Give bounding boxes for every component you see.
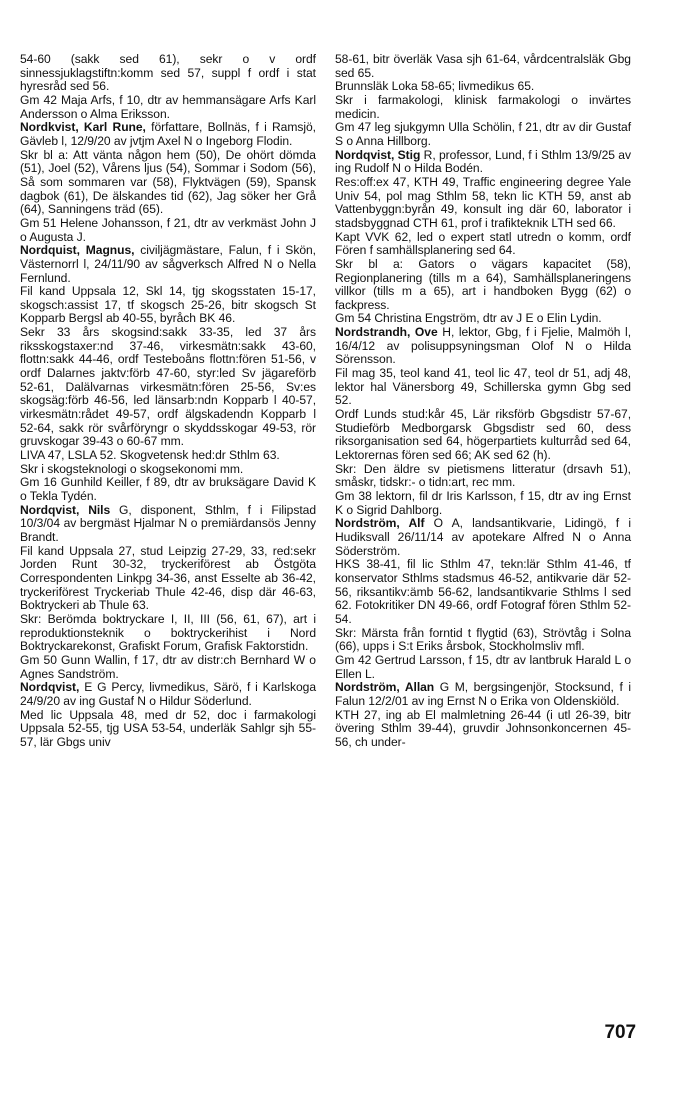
entry-paragraph	[20, 285, 316, 326]
entry-paragraph	[20, 53, 316, 94]
entry-paragraph	[335, 367, 631, 408]
entry-text: Skr: Den äldre sv pietismens litteratur (drsavh 51), småskr, tidskr:- o tidn:art, rec mm.	[335, 461, 631, 490]
entry-paragraph	[20, 326, 316, 449]
biography-entry	[20, 121, 316, 148]
entry-paragraph	[20, 149, 316, 217]
entry-paragraph	[335, 80, 631, 94]
entry-text: Gm 16 Gunhild Keiller, f 89, dtr av bruksägare David K o Tekla Tydén.	[20, 475, 316, 503]
entry-paragraph	[20, 476, 316, 503]
entry-name: Nordqvist, Nils	[20, 502, 111, 517]
entry-name: Nordqvist,	[20, 680, 80, 695]
entry-paragraph	[335, 709, 631, 750]
entry-paragraph	[20, 463, 316, 477]
entry-paragraph	[335, 312, 631, 326]
entry-text: 54-60 (sakk sed 61), sekr o v ordf sinnessjuklagstiftn:komm sed 57, suppl f ordf i stat hyresråd sed 56.	[20, 52, 316, 94]
entry-paragraph	[335, 53, 631, 80]
biography-entry	[335, 326, 631, 367]
page-number: 707	[604, 1022, 636, 1043]
entry-text: LIVA 47, LSLA 52. Skogvetensk hed:dr Sthlm 63.	[20, 448, 280, 463]
biography-entry	[20, 244, 316, 285]
entry-text: Skr i farmakologi, klinisk farmakologi o invärtes medicin.	[335, 92, 631, 121]
entry-paragraph	[20, 709, 316, 750]
entry-text: Res:off:ex 47, KTH 49, Traffic engineering degree Yale Univ 54, pol mag Sthlm 58, tekn lic KTH 59, anst ab Vattenbyggn:byrån 49, konsult ing där 60, laborator i stadsbyggnad CTH 61, prof i trafikteknik LTH sed 66.	[335, 174, 631, 230]
biography-entry	[335, 149, 631, 176]
biography-entry	[335, 681, 631, 708]
entry-text: Gm 50 Gunn Wallin, f 17, dtr av distr:ch Bernhard W o Agnes Sandström.	[20, 652, 316, 681]
entry-paragraph	[335, 627, 631, 654]
entry-text: E G Percy, livmedikus, Särö, f i Karlskoga 24/9/20 av ing Gustaf N o Hildur Söderlund.	[20, 680, 316, 708]
entry-text: Skr: Märsta från forntid t flygtid (63), Strövtåg i Solna (66), upps i S:t Eriks årsbok, Stockholmsliv mfl.	[335, 625, 631, 654]
entry-name: Nordqvist, Stig	[335, 147, 421, 162]
entry-text: Skr: Berömda boktryckare I, II, III (56, 61, 67), art i reproduktionsteknik o boktryckerihist i Nord Boktryckarekonst, Grafiskt Forum, Grafisk Faktorstidn.	[20, 611, 316, 654]
entry-text: Skr i skogsteknologi o skogsekonomi mm.	[20, 461, 244, 476]
entry-text: Ordf Lunds stud:kår 45, Lär riksförb Gbgsdistr 57-67, Studieförb Medborgarsk Gbgsdistr sed 60, dess riksorganisation sed 64, högerpartiets kulturråd sed 64, Lektorernas fören sed 66; AK sed 62 (h).	[335, 407, 631, 463]
entry-text: Kapt VVK 62, led o expert statl utredn o komm, ordf Fören f samhällsplanering sed 64.	[335, 229, 631, 258]
entry-text: 58-61, bitr överläk Vasa sjh 61-64, vårdcentralsläk Gbg sed 65.	[335, 52, 631, 80]
entry-text: Gm 42 Maja Arfs, f 10, dtr av hemmansägare Arfs Karl Andersson o Alma Eriksson.	[20, 92, 316, 121]
entry-text: Gm 38 lektorn, fil dr Iris Karlsson, f 15, dtr av ing Ernst K o Sigrid Dahlborg.	[335, 489, 631, 517]
entry-text: O A, landsantikvarie, Lidingö, f i Hudiksvall 26/11/14 av apotekare Alfred N o Anna Söderström.	[335, 516, 631, 558]
entry-text: Fil kand Uppsala 12, Skl 14, tjg skogsstaten 15-17, skogsch:assist 17, tf skogsch 25-26, bitr skogsch St Kopparb Bergsl ab 40-55, byråch BK 46.	[20, 284, 316, 326]
entry-text: HKS 38-41, fil lic Sthlm 47, tekn:lär Sthlm 41-46, tf konservator Sthlms stadsmus 46-52, antikvarie där 52-56, riksantikv:ämb 56-62, landsantikvarie Sthlms l sed 62. Fotokritiker DN 49-66, ordf Fotograf fören Sthlm 52-54.	[335, 557, 631, 626]
entry-paragraph	[335, 490, 631, 517]
entry-paragraph	[335, 231, 631, 258]
entry-paragraph	[335, 654, 631, 681]
entry-paragraph	[20, 545, 316, 613]
entry-text: Gm 51 Helene Johansson, f 21, dtr av verkmäst John J o Augusta J.	[20, 215, 316, 244]
entry-paragraph	[20, 94, 316, 121]
entry-text: Brunnsläk Loka 58-65; livmedikus 65.	[335, 79, 535, 94]
entry-paragraph	[20, 217, 316, 244]
entry-paragraph	[335, 463, 631, 490]
entry-text: Gm 54 Christina Engström, dtr av J E o Elin Lydin.	[335, 311, 602, 326]
entry-paragraph	[335, 176, 631, 231]
entry-text: Skr bl a: Att vänta någon hem (50), De ohört dömda (51), Joel (52), Vårens ljus (54), Sommar i Sodom (56), Så som sommaren var (58), Flyktvägen (59), Spansk dagbok (61), De älskandes tid (62), Jag söker her Grå (64), Sanningens träd (65).	[20, 147, 316, 217]
entry-text: H, lektor, Gbg, f i Fjelie, Malmöh l, 16/4/12 av polisuppsyningsman Olof N o Hilda Sörensson.	[335, 325, 631, 367]
entry-paragraph	[20, 613, 316, 654]
entry-text: Med lic Uppsala 48, med dr 52, doc i farmakologi Uppsala 52-55, tjg USA 53-54, underläk Sahlgr sjh 55-57, lär Gbgs univ	[20, 707, 316, 749]
entry-paragraph	[335, 258, 631, 313]
biography-entry	[20, 504, 316, 545]
entry-name: Nordkvist, Karl Rune,	[20, 120, 146, 135]
entry-text: G, disponent, Sthlm, f i Filipstad 10/3/04 av bergmäst Hjalmar N o premiärdansös Jenny Brandt.	[20, 502, 316, 544]
entry-name: Nordquist, Magnus,	[20, 243, 135, 258]
entry-name: Nordström, Alf	[335, 516, 425, 531]
entry-name: Nordstrandh, Ove	[335, 325, 438, 340]
entry-text: Gm 42 Gertrud Larsson, f 15, dtr av lantbruk Harald L o Ellen L.	[335, 652, 631, 681]
entry-text: Skr bl a: Gators o vägars kapacitet (58), Regionplanering (tills m a 64), Samhällsplaneringens villkor (tills m a 65), art i handboken Bygg (62) o fackpress.	[335, 256, 631, 312]
entry-text: Fil kand Uppsala 27, stud Leipzig 27-29, 33, red:sekr Jorden Runt 30-32, tryckeriförest ab Östgöta Correspondenten Linkpg 34-36, anst Esselte ab 36-42, tryckeriförest Tryckeriab Thule 42-46, disp där 46-63, Boktryckeri ab Thule 63.	[20, 543, 316, 613]
biography-entry	[335, 517, 631, 558]
entry-text: Sekr 33 års skogsind:sakk 33-35, led 37 års riksskogstaxer:nd 37-46, virkesmätn:sakk 43-60, flottn:sakk 44-46, ordf Testeboåns flottn:fören 51-56, v ordf Dalarnes jaktv:förb 47-60, styr:led Sv jägareförb 52-61, Dalälvarnas virkesmätn:fören 25-56, Sv:es skogsäg:förb 46-56, led länsarb:ndn Kopparb l 40-57, virkesmätn:rådet 49-57, ordf älgskadendn Kopparb l 52-64, sakk rör svårföryngr o skyddsskogar 49-53, rör gruvskogar 39-43 o 60-67 mm.	[20, 325, 316, 449]
entry-text: Gm 47 leg sjukgymn Ulla Schölin, f 21, dtr av dir Gustaf S o Anna Hillborg.	[335, 120, 631, 148]
entry-text: civiljägmästare, Falun, f i Skön, Västernorrl l, 24/11/90 av sågverksch Alfred N o Nella Fernlund.	[20, 243, 316, 285]
entry-paragraph	[20, 654, 316, 681]
entry-text: KTH 27, ing ab El malmletning 26-44 (i utl 26-39, bitr övering Sthlm 39-44), gruvdir Johnsonkoncernen 45-56, ch under-	[335, 707, 631, 749]
entry-text: författare, Bollnäs, f i Ramsjö, Gävleb l, 12/9/20 av jvtjm Axel N o Ingeborg Flodin.	[20, 120, 316, 148]
entry-paragraph	[335, 408, 631, 463]
entry-paragraph	[335, 558, 631, 626]
entry-paragraph	[20, 449, 316, 463]
biography-entry	[20, 681, 316, 708]
left-column	[20, 53, 316, 749]
entry-paragraph	[335, 94, 631, 121]
entry-text: R, professor, Lund, f i Sthlm 13/9/25 av ing Rudolf N o Hilda Bodén.	[335, 147, 631, 176]
entry-paragraph	[335, 121, 631, 148]
entry-text: G M, bergsingenjör, Stocksund, f i Falun 12/2/01 av ing Ernst N o Erika von Oldenskiöld.	[335, 680, 632, 708]
entry-text: Fil mag 35, teol kand 41, teol lic 47, teol dr 51, adj 48, lektor hal Vänersborg 49, Schillerska gymn Gbg sed 52.	[335, 366, 631, 408]
entry-name: Nordström, Allan	[335, 680, 435, 695]
right-column	[335, 53, 631, 749]
